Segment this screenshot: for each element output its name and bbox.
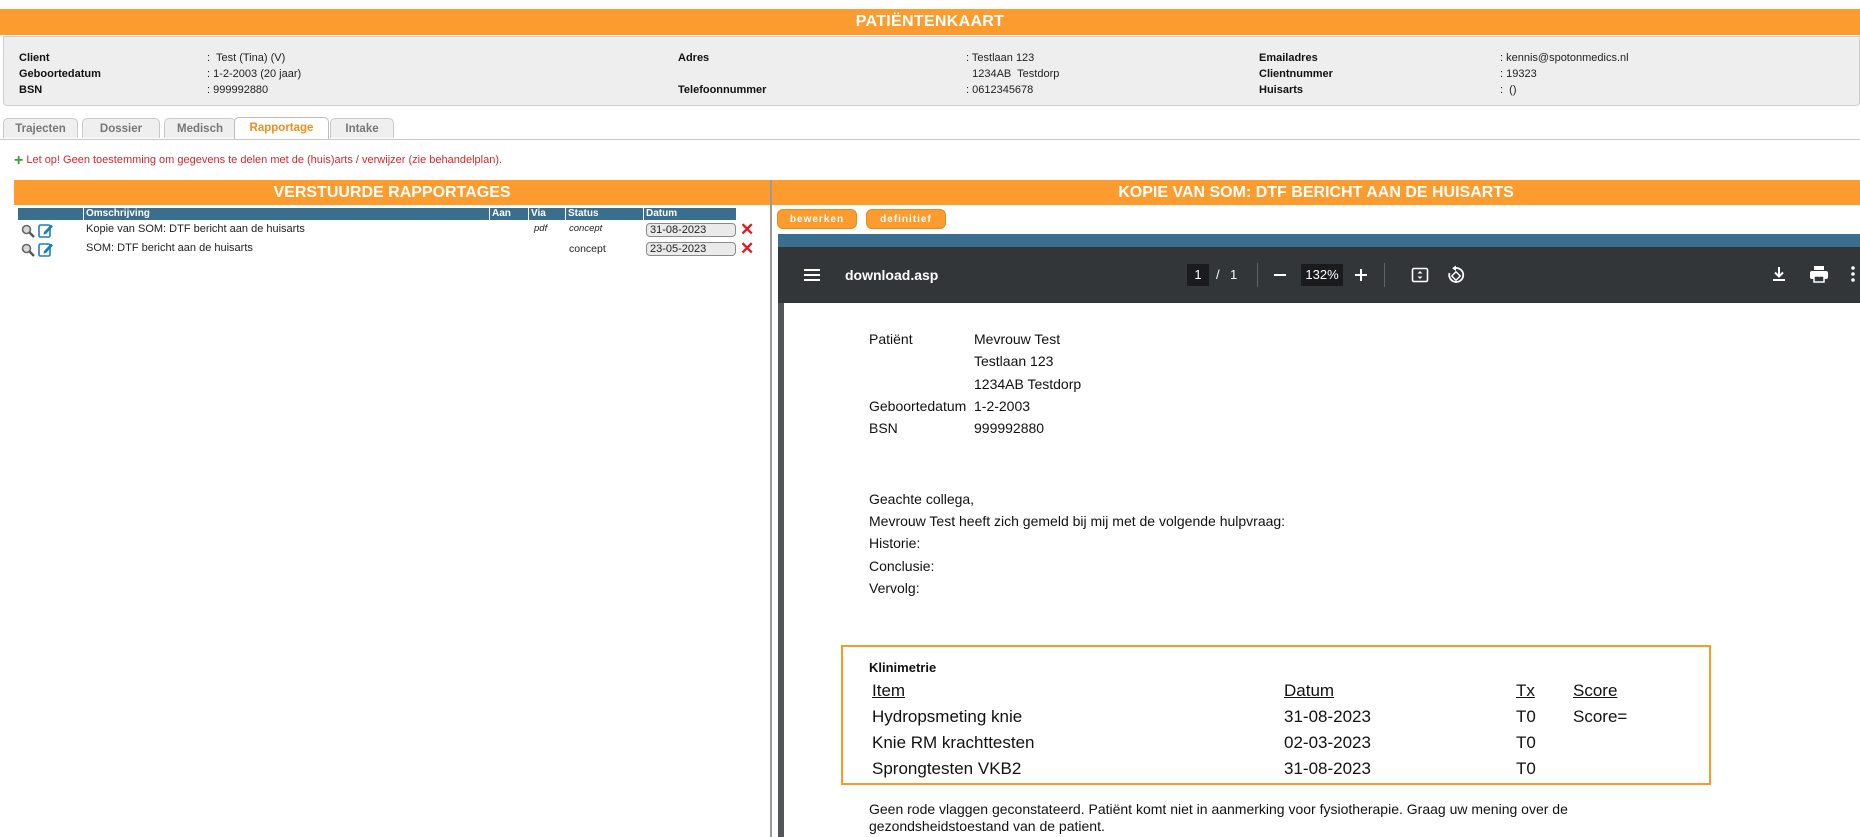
bsn-value: : 999992880 bbox=[207, 84, 269, 96]
doc-bsn: 999992880 bbox=[974, 420, 1045, 436]
view-icon[interactable] bbox=[21, 243, 35, 257]
report-date-field[interactable]: 31-08-2023 bbox=[646, 223, 736, 237]
sent-reports-header: VERSTUURDE RAPPORTAGES bbox=[14, 180, 770, 205]
edit-button[interactable]: bewerken bbox=[777, 209, 857, 229]
klin-datum: 02-03-2023 bbox=[1284, 733, 1371, 752]
consent-warning bbox=[14, 152, 503, 169]
pdf-filename: download.asp bbox=[845, 267, 939, 283]
plus-icon[interactable]: + bbox=[14, 152, 24, 169]
tab-medisch[interactable]: Medisch bbox=[164, 118, 236, 138]
toolbar-separator bbox=[1384, 263, 1385, 287]
tab-dossier[interactable]: Dossier bbox=[82, 118, 160, 138]
fit-page-icon[interactable] bbox=[1411, 266, 1429, 284]
address-value-2: 1234AB Testdorp bbox=[966, 68, 1060, 80]
doc-bsn-label: BSN bbox=[869, 420, 898, 436]
edit-icon[interactable] bbox=[38, 222, 54, 238]
phone-label: Telefoonnummer bbox=[678, 84, 767, 96]
col-omschrijving: Omschrijving bbox=[84, 208, 490, 220]
tab-rapportage[interactable]: Rapportage bbox=[234, 117, 329, 139]
dob-label: Geboortedatum bbox=[19, 68, 101, 80]
report-date-field[interactable]: 23-05-2023 bbox=[646, 242, 736, 256]
edit-icon[interactable] bbox=[38, 241, 54, 257]
doc-intro: Mevrouw Test heeft zich gemeld bij mij met de volgende hulpvraag: bbox=[869, 513, 1286, 529]
tab-intake[interactable]: Intake bbox=[330, 118, 394, 138]
page-title: PATIËNTENKAART bbox=[0, 9, 1860, 35]
report-copy-header: KOPIE VAN SOM: DTF BERICHT AAN DE HUISARTS bbox=[772, 180, 1860, 205]
address-value-1: : Testlaan 123 bbox=[966, 52, 1035, 64]
zoom-in-icon[interactable] bbox=[1353, 267, 1369, 283]
more-icon[interactable] bbox=[1850, 265, 1856, 283]
col-status: Status bbox=[566, 208, 644, 220]
klin-item: Knie RM krachttesten bbox=[872, 733, 1035, 752]
report-description[interactable]: Kopie van SOM: DTF bericht aan de huisarts bbox=[86, 223, 305, 235]
view-icon[interactable] bbox=[21, 224, 35, 238]
doc-dob-label: Geboortedatum bbox=[869, 398, 967, 414]
doc-greeting: Geachte collega, bbox=[869, 491, 975, 507]
klin-header-datum: Datum bbox=[1284, 681, 1335, 700]
page-separator: / bbox=[1216, 267, 1220, 282]
page-total: 1 bbox=[1230, 267, 1238, 282]
bsn-label: BSN bbox=[19, 84, 43, 96]
zoom-level[interactable]: 132% bbox=[1301, 264, 1343, 286]
finalize-button[interactable]: definitief bbox=[866, 209, 946, 229]
col-icons bbox=[18, 208, 84, 220]
panel-divider bbox=[770, 180, 772, 837]
klin-header-item: Item bbox=[872, 681, 906, 700]
download-icon[interactable] bbox=[1770, 265, 1788, 283]
klin-tx: T0 bbox=[1516, 733, 1536, 752]
toolbar-separator bbox=[1257, 263, 1258, 287]
rotate-icon[interactable] bbox=[1446, 265, 1466, 285]
client-value: : Test (Tina) (V) bbox=[207, 52, 286, 64]
klin-item: Sprongtesten VKB2 bbox=[872, 759, 1022, 778]
doc-city: 1234AB Testdorp bbox=[974, 376, 1082, 392]
col-via: Via bbox=[529, 208, 566, 220]
zoom-out-icon[interactable] bbox=[1272, 267, 1288, 283]
gp-label: Huisarts bbox=[1259, 84, 1304, 96]
client-label: Client bbox=[19, 52, 50, 64]
email-value: : kennis@spotonmedics.nl bbox=[1500, 52, 1629, 64]
dob-value: : 1-2-2003 (20 jaar) bbox=[207, 68, 302, 80]
klin-score: Score= bbox=[1573, 707, 1628, 726]
patient-header bbox=[3, 36, 1860, 106]
doc-closing-line-2: gezondsheidstoestand van de patient. bbox=[869, 818, 1105, 834]
clientnr-label: Clientnummer bbox=[1259, 68, 1333, 80]
klin-datum: 31-08-2023 bbox=[1284, 707, 1371, 726]
report-status: concept bbox=[569, 223, 603, 234]
klin-header-score: Score bbox=[1573, 681, 1618, 700]
doc-patient-name: Mevrouw Test bbox=[974, 331, 1061, 347]
tab-trajecten[interactable]: Trajecten bbox=[3, 118, 78, 138]
klin-tx: T0 bbox=[1516, 759, 1536, 778]
tab-divider bbox=[0, 139, 1860, 140]
doc-followup: Vervolg: bbox=[869, 580, 920, 596]
clientnr-value: : 19323 bbox=[1500, 68, 1537, 80]
pdf-toolbar bbox=[778, 247, 1860, 303]
page-number-input[interactable]: 1 bbox=[1187, 264, 1209, 286]
klin-tx: T0 bbox=[1516, 707, 1536, 726]
delete-icon[interactable]: ✕ bbox=[740, 220, 755, 239]
print-icon[interactable] bbox=[1809, 265, 1829, 283]
warning-text: Let op! Geen toestemming om gegevens te delen met de (huis)arts / verwijzer (zie behandelplan). bbox=[26, 154, 503, 166]
report-via: pdf bbox=[534, 223, 548, 234]
gp-value: : () bbox=[1500, 84, 1517, 96]
phone-value: : 0612345678 bbox=[966, 84, 1034, 96]
col-aan: Aan bbox=[490, 208, 529, 220]
klinimetrie-title: Klinimetrie bbox=[869, 660, 937, 675]
report-description[interactable]: SOM: DTF bericht aan de huisarts bbox=[86, 242, 253, 254]
doc-street: Testlaan 123 bbox=[974, 353, 1054, 369]
doc-patient-label: Patiënt bbox=[869, 331, 913, 347]
klin-item: Hydropsmeting knie bbox=[872, 707, 1023, 726]
email-label: Emailadres bbox=[1259, 52, 1318, 64]
klin-datum: 31-08-2023 bbox=[1284, 759, 1371, 778]
klin-header-tx: Tx bbox=[1516, 681, 1535, 700]
viewer-strip bbox=[778, 234, 1860, 247]
report-status: concept bbox=[569, 243, 606, 255]
doc-conclusion: Conclusie: bbox=[869, 558, 935, 574]
address-label: Adres bbox=[678, 52, 710, 64]
menu-icon[interactable] bbox=[803, 267, 821, 283]
col-datum: Datum bbox=[646, 208, 678, 219]
delete-icon[interactable]: ✕ bbox=[740, 239, 755, 258]
doc-closing-line-1: Geen rode vlaggen geconstateerd. Patiënt komt niet in aanmerking voor fysiotherapie. Graag uw mening over de bbox=[869, 801, 1568, 817]
doc-dob: 1-2-2003 bbox=[974, 398, 1031, 414]
doc-history: Historie: bbox=[869, 535, 921, 551]
